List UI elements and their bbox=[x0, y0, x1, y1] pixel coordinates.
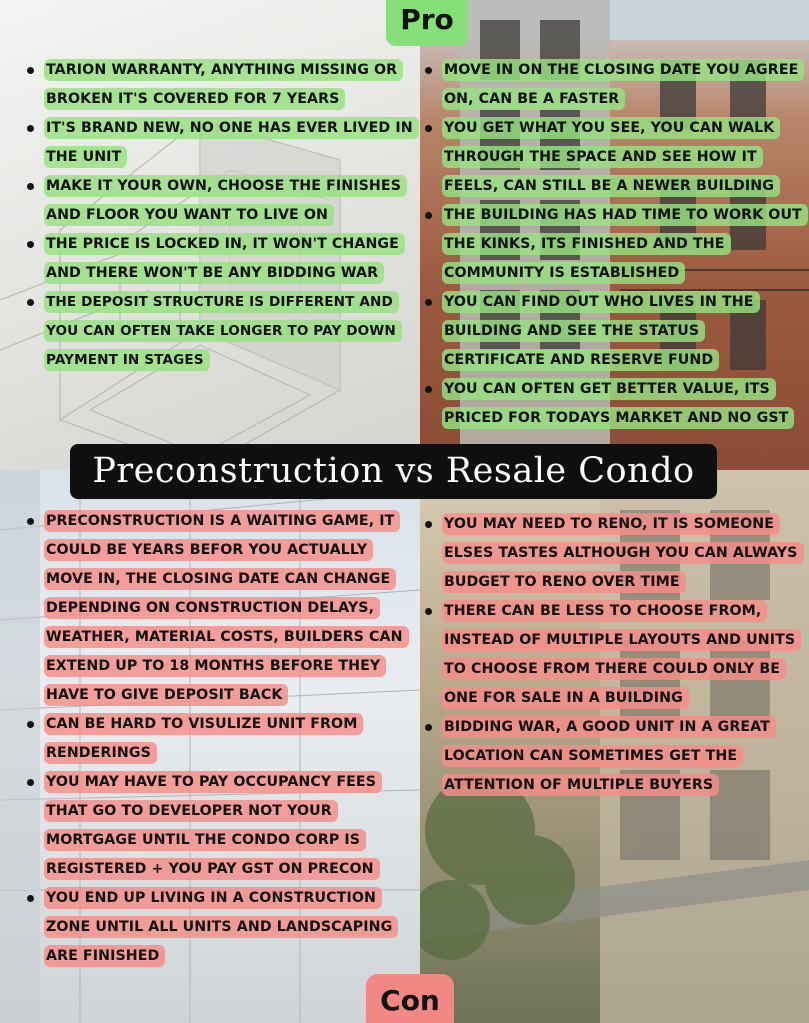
list-item: YOU CAN OFTEN GET BETTER VALUE, ITS PRICED FOR TODAYS MARKET AND NO GST bbox=[420, 375, 804, 433]
con-tag: Con bbox=[366, 974, 454, 1023]
pro-resale-list bbox=[420, 56, 804, 433]
list-item: THE PRICE IS LOCKED IN, IT WON'T CHANGE AND THERE WON'T BE ANY BIDDING WAR bbox=[22, 230, 414, 288]
con-resale-list bbox=[420, 510, 798, 800]
list-item: YOU CAN FIND OUT WHO LIVES IN THE BUILDING AND SEE THE STATUS CERTIFICATE AND RESERVE FUND bbox=[420, 288, 804, 375]
list-item: TARION WARRANTY, ANYTHING MISSING OR BROKEN IT'S COVERED FOR 7 YEARS bbox=[22, 56, 414, 114]
page-title: Preconstruction vs Resale Condo bbox=[70, 444, 717, 499]
list-item: YOU GET WHAT YOU SEE, YOU CAN WALK THROUGH THE SPACE AND SEE HOW IT FEELS, CAN STILL BE A NEWER BUILDING bbox=[420, 114, 804, 201]
list-item: YOU END UP LIVING IN A CONSTRUCTION ZONE UNTIL ALL UNITS AND LANDSCAPING ARE FINISHED bbox=[22, 884, 410, 971]
list-item: PRECONSTRUCTION IS A WAITING GAME, IT COULD BE YEARS BEFOR YOU ACTUALLY MOVE IN, THE CLOSING DATE CAN CHANGE DEPENDING ON CONSTRUCTION DELAYS, WEATHER, MATERIAL COSTS, BUILDERS CAN EXTEND UP TO 18 MONTHS BEFORE THEY HAVE TO GIVE DEPOSIT BACK bbox=[22, 507, 410, 710]
pro-tag: Pro bbox=[386, 0, 468, 46]
list-item: YOU MAY HAVE TO PAY OCCUPANCY FEES THAT GO TO DEVELOPER NOT YOUR MORTGAGE UNTIL THE CONDO CORP IS REGISTERED + YOU PAY GST ON PRECON bbox=[22, 768, 410, 884]
list-item: IT'S BRAND NEW, NO ONE HAS EVER LIVED IN THE UNIT bbox=[22, 114, 414, 172]
con-preconstruction-list bbox=[22, 507, 410, 971]
list-item: BIDDING WAR, A GOOD UNIT IN A GREAT LOCATION CAN SOMETIMES GET THE ATTENTION OF MULTIPLE BUYERS bbox=[420, 713, 798, 800]
pro-preconstruction-list bbox=[22, 56, 414, 375]
list-item: MAKE IT YOUR OWN, CHOOSE THE FINISHES AND FLOOR YOU WANT TO LIVE ON bbox=[22, 172, 414, 230]
list-item: THE BUILDING HAS HAD TIME TO WORK OUT THE KINKS, ITS FINISHED AND THE COMMUNITY IS ESTABLISHED bbox=[420, 201, 804, 288]
list-item: YOU MAY NEED TO RENO, IT IS SOMEONE ELSES TASTES ALTHOUGH YOU CAN ALWAYS BUDGET TO RENO OVER TIME bbox=[420, 510, 798, 597]
list-item: MOVE IN ON THE CLOSING DATE YOU AGREE ON, CAN BE A FASTER bbox=[420, 56, 804, 114]
list-item: THE DEPOSIT STRUCTURE IS DIFFERENT AND YOU CAN OFTEN TAKE LONGER TO PAY DOWN PAYMENT IN STAGES bbox=[22, 288, 414, 375]
list-item: CAN BE HARD TO VISULIZE UNIT FROM RENDERINGS bbox=[22, 710, 410, 768]
list-item: THERE CAN BE LESS TO CHOOSE FROM, INSTEAD OF MULTIPLE LAYOUTS AND UNITS TO CHOOSE FROM THERE COULD ONLY BE ONE FOR SALE IN A BUILDING bbox=[420, 597, 798, 713]
